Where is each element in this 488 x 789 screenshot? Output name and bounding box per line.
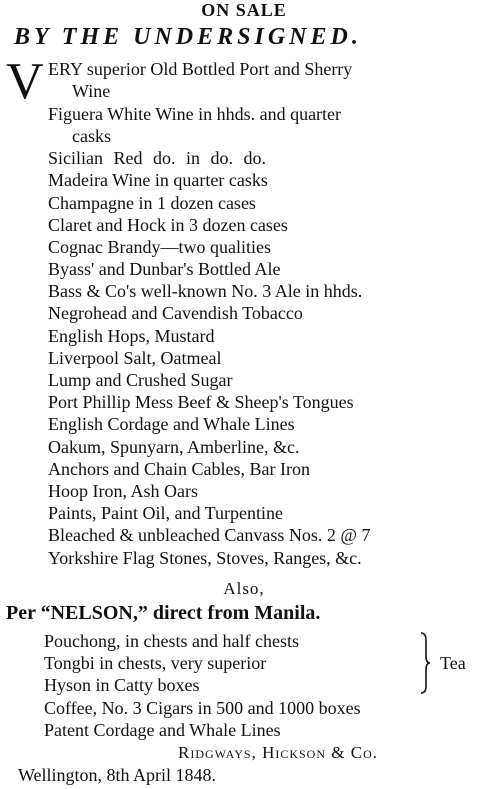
item-line: Hoop Iron, Ash Oars bbox=[48, 481, 198, 501]
tea-item: Tongbi in chests, very superior bbox=[44, 653, 267, 673]
item-line: Cognac Brandy—two qualities bbox=[48, 237, 271, 257]
item-line: Champagne in 1 dozen cases bbox=[48, 193, 256, 213]
signature: Ridgways, Hickson & Co. bbox=[178, 743, 378, 762]
item-line: Figuera White Wine in hhds. and quarter bbox=[48, 104, 342, 124]
intro-line-2: Wine bbox=[72, 81, 111, 101]
extra-item: Patent Cordage and Whale Lines bbox=[44, 720, 281, 740]
tea-item: Pouchong, in chests and half chests bbox=[44, 631, 299, 651]
item-line: Oakum, Spunyarn, Amberline, &c. bbox=[48, 437, 300, 457]
item-line: Bleached & unbleached Canvass Nos. 2 @ 7 bbox=[48, 525, 371, 545]
per-nelson-heading: Per “NELSON,” direct from Manila. bbox=[6, 602, 321, 624]
item-line: Paints, Paint Oil, and Turpentine bbox=[48, 503, 284, 523]
item-line: English Cordage and Whale Lines bbox=[48, 414, 295, 434]
brace-bracket bbox=[420, 632, 430, 694]
by-the-undersigned-heading: BY THE UNDERSIGNED. bbox=[14, 24, 362, 50]
item-line: Byass' and Dunbar's Bottled Ale bbox=[48, 259, 281, 279]
item-line: Bass & Co's well-known No. 3 Ale in hhds. bbox=[48, 281, 363, 301]
item-line: Claret and Hock in 3 dozen cases bbox=[48, 215, 288, 235]
item-line: Sicilian Red do. in do. do. bbox=[48, 148, 266, 168]
item-line: Yorkshire Flag Stones, Stoves, Ranges, &c. bbox=[48, 548, 362, 568]
item-line: Port Phillip Mess Beef & Sheep's Tongues bbox=[48, 392, 354, 412]
item-line: Madeira Wine in quarter casks bbox=[48, 170, 268, 190]
item-line: Negrohead and Cavendish Tobacco bbox=[48, 303, 303, 323]
item-line: Liverpool Salt, Oatmeal bbox=[48, 348, 222, 368]
dateline: Wellington, 8th April 1848. bbox=[18, 765, 217, 785]
tea-item: Hyson in Catty boxes bbox=[44, 675, 200, 695]
dropcap-letter: V bbox=[6, 53, 44, 110]
extra-item: Coffee, No. 3 Cigars in 500 and 1000 boxes bbox=[44, 698, 361, 718]
intro-line-1: ERY superior Old Bottled Port and Sherry bbox=[48, 59, 353, 79]
on-sale-heading: ON SALE bbox=[201, 0, 287, 20]
item-line: Lump and Crushed Sugar bbox=[48, 370, 233, 390]
also-line: Also, bbox=[223, 579, 265, 598]
item-line: Anchors and Chain Cables, Bar Iron bbox=[48, 459, 310, 479]
item-line: English Hops, Mustard bbox=[48, 326, 215, 346]
item-line: casks bbox=[72, 126, 111, 146]
tea-label: Tea bbox=[440, 653, 466, 673]
